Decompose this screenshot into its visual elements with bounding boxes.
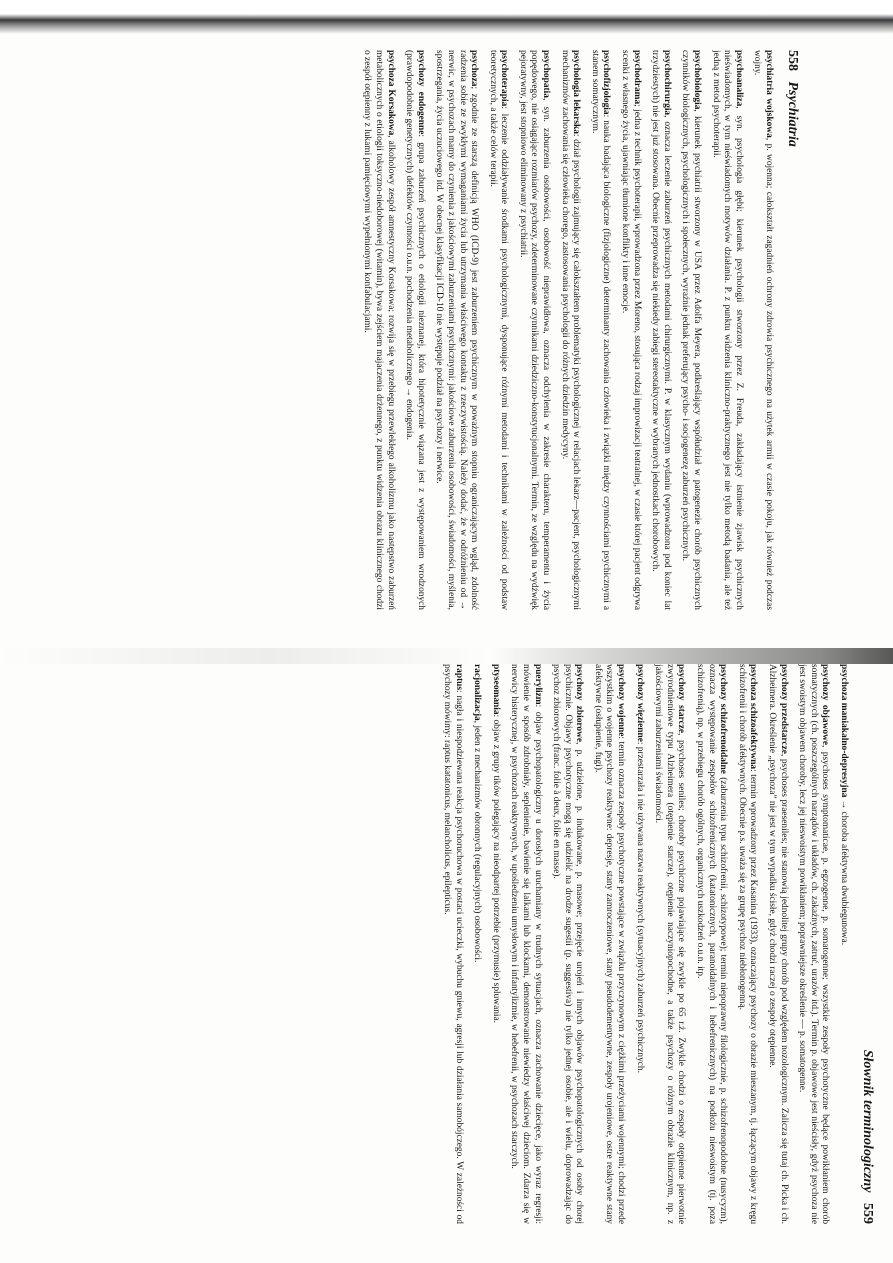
page-number: 558 [785,50,800,71]
entry-definition: : nauka badająca biologiczne (fizjologiczne) determinanty zachowania człowieka i związki między czynnościami psychicznymi a stanem somatycznym. [589,50,612,610]
entry-term: psychozy zbiorowe [574,664,585,743]
dictionary-entry [765,664,788,1224]
dictionary-entry [735,664,758,1224]
dictionary-entry [440,664,463,1224]
entry-term: psychozy wojenne [616,664,627,737]
dictionary-entry [796,664,831,1224]
entry-definition: , psychoses symptomaticae, p. egzogenne, p. somatogenne; wszystkie zespoły psychotyczne będące powikłaniem chorób somatycznych (ch. poszczególnych narządów i układów, ch. zakaźnych, zatruć, urazów itd.). Termin p. objawowe jest nieścisły, gdyż psychoza nie jest swoistym objawem choroby, lecz jej nieswoistym powikłaniem; poprawniejsze określenie — p. somatogenne. [797,664,831,1224]
entry-term: psychologia lekarska [571,50,582,134]
entry-term: racjonalizacja [472,664,483,721]
entry-term: psychoza [469,50,480,87]
entry-definition: , syn. zaburzenia osobowości, osobowość nieprawidłowa, oznacza odchylenia w zakresie charakteru, temperamentu i życia popędowego, nie osiągające rozmiarów psychozy, zdeterminowane czynnikami dziedziczno-konstytucjonalnymi. Termin, ze względu na wydźwięk pejoratywny, jest stopniowo eliminowany z psychiatrii. [517,50,552,610]
entry-term: raptus [453,664,464,691]
dictionary-entry [591,664,626,1224]
entry-term: psychodrama [631,50,642,105]
running-title: Psychiatria [785,81,800,147]
entry-term: psychofizjologia [601,50,612,115]
dictionary-entry [709,50,744,610]
entry-definition: , p. udzielone, p. indukowane, p. masowe; przejęcie urojeń i innych objawów psychopatologicznych od osoby chorej psychicznie. Objawy psychotyczne mogą się udzielić na drodze sugestii (p. suggestiva) nie tylko jednej osobie, ale i wielu, doprowadzając do psychoz zbiorowych (franc. folie à deux, folie en masse). [551,664,585,1224]
dictionary-entry [471,664,483,1224]
entry-term: psychoanaliza [733,50,744,107]
entry-term: psychozy przedstarcze [778,664,789,754]
entry-term: psychoza maniakalno-depresyjna [839,664,849,798]
page-number: 559 [860,1203,875,1224]
dictionary-entry [649,50,672,610]
entry-definition: : grupa zaburzeń psychicznych o etiologii nieznanej, która hipotetycznie wiązana jest z występowaniem wrodzonych (prawdopodobnie genetycznych) defektów czynności o.u.n. pochodzenia metabolicznego → endogenia. [404,50,426,610]
entry-list [361,50,774,610]
entry-term: psychoza schizoafektywna [748,664,759,770]
entry-term: psychochirurgia [661,50,672,116]
entry-term: puerylizm [532,664,543,705]
dictionary-entry [433,50,479,610]
dictionary-entry [489,664,501,1224]
dictionary-entry [837,664,849,1224]
dictionary-entry [751,50,774,610]
entry-definition: : nagła i niespodziewana reakcja psychoruchowa w postaci ucieczki, wybuchu gniewu, agresji lub działania samobójczego. W zależności od psychozy mówimy: raptus katatonicus, melancholicus, epilepticus. [441,664,464,1224]
running-title: Słownik terminologiczny [860,1049,875,1193]
entry-definition: , psychoses praeseniles; nie stanowią jednolitej grupy chorób pod względem nozologicznym. Zalicza się tutaj ch. Picka i ch. Alzheimera. Określenie „psychoza” nie jest w tym wypadku ścisłe, gdyż chodzi raczej o zespoły otępienne. [767,664,789,1224]
entry-definition: : objaw psychopatologiczny u dorosłych uruchamiany w trudnych sytuacjach, oznacza zachowanie dziecięce, jako wyraz regresji: mówienie w sposób zdrobniały, seplenienie, bawienie się lalkami lub klockami, demonstrowanie niewiedzy właściwej dzieciom. Zdarza się w nerwicy histerycznej, w psychozach reaktywnych, w upośledzeniu umysłowym i infantylizmie, w hebefrenii, w psychozach starczych. [509,664,543,1224]
dictionary-entry [679,50,702,610]
entry-definition: : termin oznacza zespoły psychotyczne powstające w związku przyczynowym z ciężkimi przeżyciami wojennymi; chodzi przede wszystkim o wojenne psychozy reaktywne: depresje, stany zamroczeniowe, stany pseudodementywne, zespoły urojeniowe, ostre reaktywne stany afektywne (osłupienie, fugi). [592,664,627,1224]
entry-term: psychozy endogenne [415,50,426,135]
entry-term: psychobiologia [692,50,703,110]
entry-term: psychozy więzienne [634,664,645,742]
dictionary-entry [508,664,543,1224]
entry-definition: : przestarzała i nie używana nazwa reaktywnych (sytuacyjnych) zaburzeń psychicznych. [634,741,645,1073]
entry-term: psychozy schizofrenoidalne [718,664,729,774]
running-header [784,50,800,610]
dictionary-entry [633,664,645,1224]
entry-definition: : termin wprowadzony przez Kasanina (1933), oznaczający psychozy o obrazie mieszanym, tj. łączącym objawy z kręgu schizofrenii i chorób afektywnych. Obecnie p.s. uważa się za grupę psychoz niebłonogenną. [736,664,759,1224]
entry-definition: : dział psychologii zajmujący się całokształtem problematyki psychologicznej w relacjach lekarz—pacjent, psychologicznymi mechanizmów zachowania się człowieka chorego, zastosowania psychologii do różnych dziedzin medycyny. [559,50,582,610]
entry-definition: ; zgodnie ze starszą definicją WHO (ICD-9) jest zaburzeniem psychicznym w poważnym stopniu ograniczającym wgląd, zdolność radzenia sobie ze zwykłymi wymaganiami życia lub utrzymania właściwego kontaktu z rzeczywistością. Należy dodać, że w odróżnieniu od → nerwic, w psychozach mamy do czynienia z jakościowymi zaburzeniami psychicznymi: jakościowe zaburzenia osobowości, świadomości, myślenia, spostrzegania, życia uczuciowego itd. W obecnej klasyfikacji ICD-10 nie występuje podział na psychozy i nerwice. [434,50,480,610]
entry-term: psychopatia [541,50,552,98]
entry-definition: : objaw z grupy tików polegający na nieodpartej potrzebie (przymusie) spluwania. [490,714,501,1024]
entry-definition: , jeden z mechanizmów obronnych (regulacyjnych) osobowości. [472,720,483,963]
running-header [859,664,875,1224]
entry-term: ptyseomania [490,664,501,715]
entry-definition: , alkoholowy zespół amnestyczny Korsakowa; rozwija się w przebiegu przewlekłego alkoholizmu jako następstwo zaburzeń metabolicznych o etiologii toksyczno-niedoborowej (witamin), bywa zejściem majaczenia drżennego, z punktu widzenia obrazu klinicznego chodzi o zespół otępienny z lukami pamięciowymi wypełnionymi konfabulacjami. [362,50,396,610]
scan-edge-top [0,0,893,40]
entry-definition: , kierunek psychiatrii stworzony w USA przez Adolfa Meyera, podkreślający współudział w patogenezie chorób psychicznych czynników biologicznych, psychologicznych i społecznych, wyraźnie jednak preferujący psycho- i socjogenezę zaburzeń psychicznych. [680,50,703,610]
dictionary-entry [618,50,641,610]
page-558-content [20,50,800,610]
entry-definition: , oznacza leczenie zaburzeń psychicznych metodami chirurgicznymi. P. w klasycznym wydaniu (wprowadzona pod koniec lat trzydziestych) nie jest już stosowana. Obecnie przeprowadza się niekiedy zabiegi stereotaktyczne w wybranych jednostkach chorobowych. [650,50,672,610]
entry-definition: , syn. psychologia głębi; kierunek psychologii stworzony przez Z. Freuda, zakładający istnienie zjawisk psychicznych nieświadomych, w tym nieświadomych motywów działania. P. z punktu widzenia kliniczno-praktycznego jest nie tylko metodą badania, ale też jedną z metod psychoterapii. [710,50,744,610]
entry-term: psychoza Korsakowa [385,50,396,136]
entry-term: psychozy objawowe [820,664,831,746]
entry-term: psychoterapia [499,50,510,107]
dictionary-entry [588,50,611,610]
entry-term: psychiatria wojskowa [764,50,774,138]
entry-definition: , psychoses seniles; choroby psychiczne pojawiające się zwykle po 65 r.ż. Zwykle chodzi o zespoły otępienne pierwotnie zwyrodnieniowe typu Alzheimera (otępienie starcze), otępienie naczyniopochodne, a także psychozy o różnym obrazie klinicznym, np. z jakościowymi zaburzeniami świadomości. [653,664,687,1224]
entry-definition: : leczenie oddziaływanie środkami psychologicznymi, dysponujące różnymi metodami i technikami w zależności od podstaw teoretycznych, a także celów terapii. [487,50,510,610]
page-558 [20,50,800,610]
dictionary-entry [652,664,687,1224]
dictionary-entry [693,664,728,1224]
scan-edge-middle [0,648,893,664]
dictionary-entry [403,50,426,610]
dictionary-entry [486,50,509,610]
entry-list [440,664,849,1224]
page-559 [95,664,875,1224]
dictionary-entry [516,50,551,610]
entry-definition: → choroba afektywna dwubiegunowa. [839,797,849,946]
dictionary-entry [550,664,585,1224]
dictionary-entry [558,50,581,610]
entry-term: psychozy starcze [676,664,687,734]
page-559-content [95,664,875,1224]
entry-definition: (zaburzenia typu schizofrenii, schizotypowe); termin niepoprawny filologicznie, p. schizofrenopodobne (nusycyzm), oznacza występowanie zespołów schizofrenicznych (katatonicznych, paranoidalnych i hebefrenicznych) na podłożu nieswoistym (tj. poza schizofrenią), np. w przebiegu chorób ogólnych, organicznych uszkodzeń o.u.n. itp. [695,664,729,1224]
entry-definition: ; jedna z technik psychoterapii, wprowadzona przez Moreno, stosująca rodzaj improwizacji teatralnej, w czasie której pacjent odgrywa scenki z własnego życia, ujawniając tłumione konflikty i inne emocje. [620,50,642,610]
entry-definition: , p. wojenna; całokształt zagadnień ochrony zdrowia psychicznego na użytek armii w czasie pokoju, jak również podczas wojny. [752,50,774,610]
dictionary-entry [361,50,396,610]
